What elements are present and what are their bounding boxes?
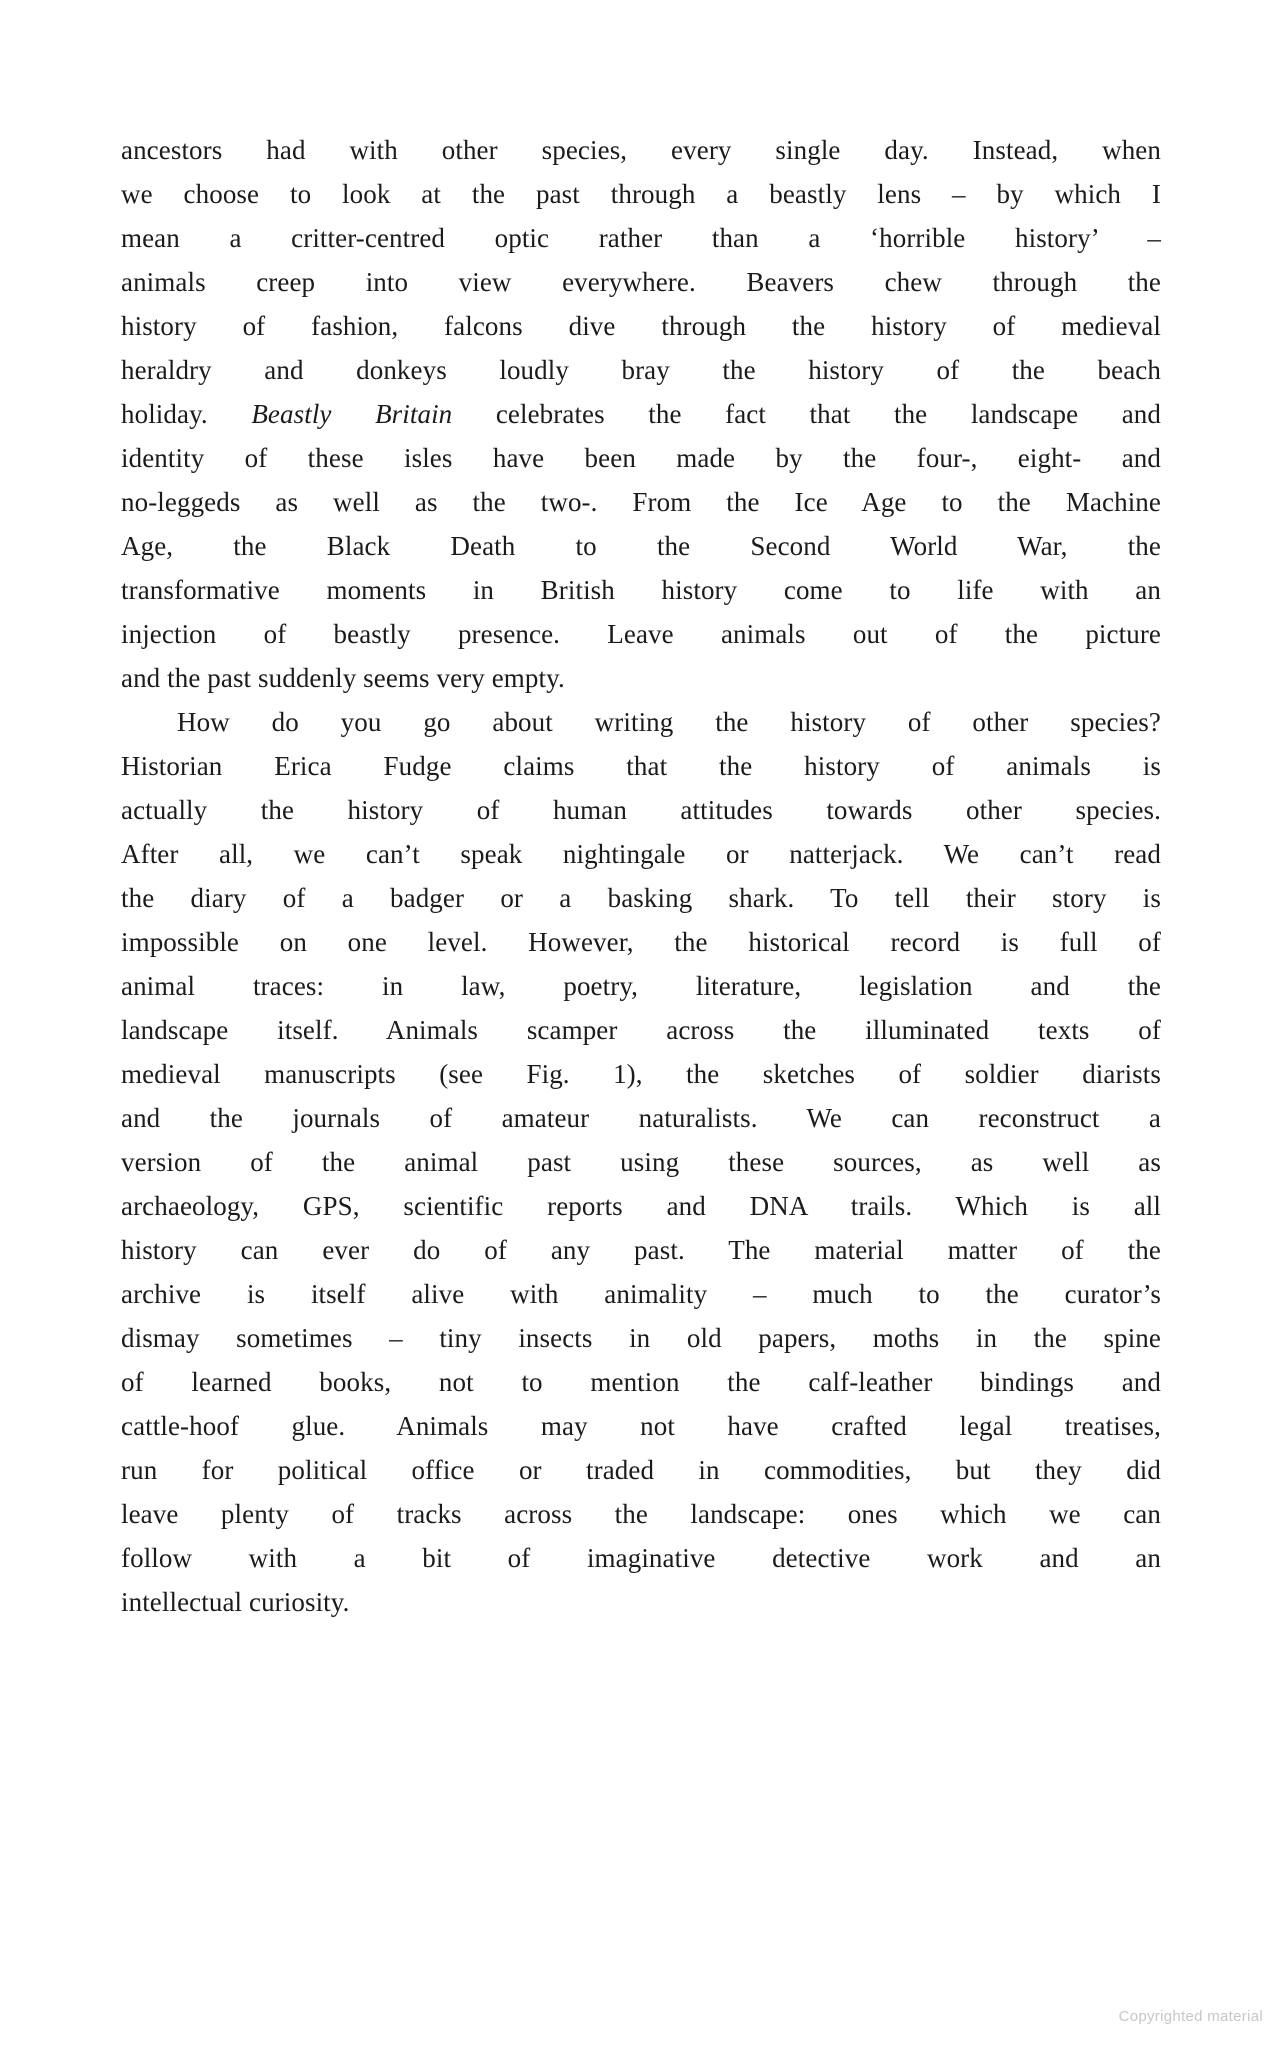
- text-line: leave plenty of tracks across the landscape: ones which we can: [121, 1499, 1161, 1529]
- text-line: heraldry and donkeys loudly bray the history of the beach: [121, 355, 1161, 385]
- text-line: we choose to look at the past through a beastly lens – by which I: [121, 179, 1161, 209]
- text-line: animal traces: in law, poetry, literature, legislation and the: [121, 971, 1161, 1001]
- text-line: follow with a bit of imaginative detective work and an: [121, 1543, 1161, 1573]
- text-line: history can ever do of any past. The material matter of the: [121, 1235, 1161, 1265]
- text-line: of learned books, not to mention the calf-leather bindings and: [121, 1367, 1161, 1397]
- text-line: medieval manuscripts (see Fig. 1), the sketches of soldier diarists: [121, 1059, 1161, 1089]
- text-line: version of the animal past using these sources, as well as: [121, 1147, 1161, 1177]
- paragraph-1: [121, 128, 1161, 700]
- text-line: injection of beastly presence. Leave animals out of the picture: [121, 619, 1161, 649]
- text-line: transformative moments in British history come to life with an: [121, 575, 1161, 605]
- text-line: the diary of a badger or a basking shark. To tell their story is: [121, 883, 1161, 913]
- text-line: mean a critter-centred optic rather than a ‘horrible history’ –: [121, 223, 1161, 253]
- text-line: animals creep into view everywhere. Beavers chew through the: [121, 267, 1161, 297]
- text-line: landscape itself. Animals scamper across the illuminated texts of: [121, 1015, 1161, 1045]
- text-line: After all, we can’t speak nightingale or natterjack. We can’t read: [121, 839, 1161, 869]
- text-line: and the past suddenly seems very empty.: [121, 663, 565, 693]
- text-line: Age, the Black Death to the Second World War, the: [121, 531, 1161, 561]
- text-line: no-leggeds as well as the two-. From the Ice Age to the Machine: [121, 487, 1161, 517]
- text-line: dismay sometimes – tiny insects in old papers, moths in the spine: [121, 1323, 1161, 1353]
- text-line: intellectual curiosity.: [121, 1587, 350, 1617]
- book-title-italic: Beastly Britain: [251, 399, 453, 429]
- text-block: [121, 128, 1161, 1624]
- text-line: run for political office or traded in commodities, but they did: [121, 1455, 1161, 1485]
- text-line: holiday. Beastly Britain celebrates the fact that the landscape and: [121, 399, 1161, 429]
- copyright-watermark: Copyrighted material: [1118, 2008, 1263, 2025]
- text-line: cattle-hoof glue. Animals may not have crafted legal treatises,: [121, 1411, 1161, 1441]
- text-line: archive is itself alive with animality – much to the curator’s: [121, 1279, 1161, 1309]
- text-line: Historian Erica Fudge claims that the history of animals is: [121, 751, 1161, 781]
- text-line: identity of these isles have been made by the four-, eight- and: [121, 443, 1161, 473]
- text-line: and the journals of amateur naturalists. We can reconstruct a: [121, 1103, 1161, 1133]
- text-line: history of fashion, falcons dive through the history of medieval: [121, 311, 1161, 341]
- text-line: How do you go about writing the history of other species?: [177, 707, 1161, 737]
- text-line: archaeology, GPS, scientific reports and DNA trails. Which is all: [121, 1191, 1161, 1221]
- text-line: impossible on one level. However, the historical record is full of: [121, 927, 1161, 957]
- text-line: ancestors had with other species, every single day. Instead, when: [121, 135, 1161, 165]
- paragraph-2: [121, 700, 1161, 1624]
- text-line: actually the history of human attitudes towards other species.: [121, 795, 1161, 825]
